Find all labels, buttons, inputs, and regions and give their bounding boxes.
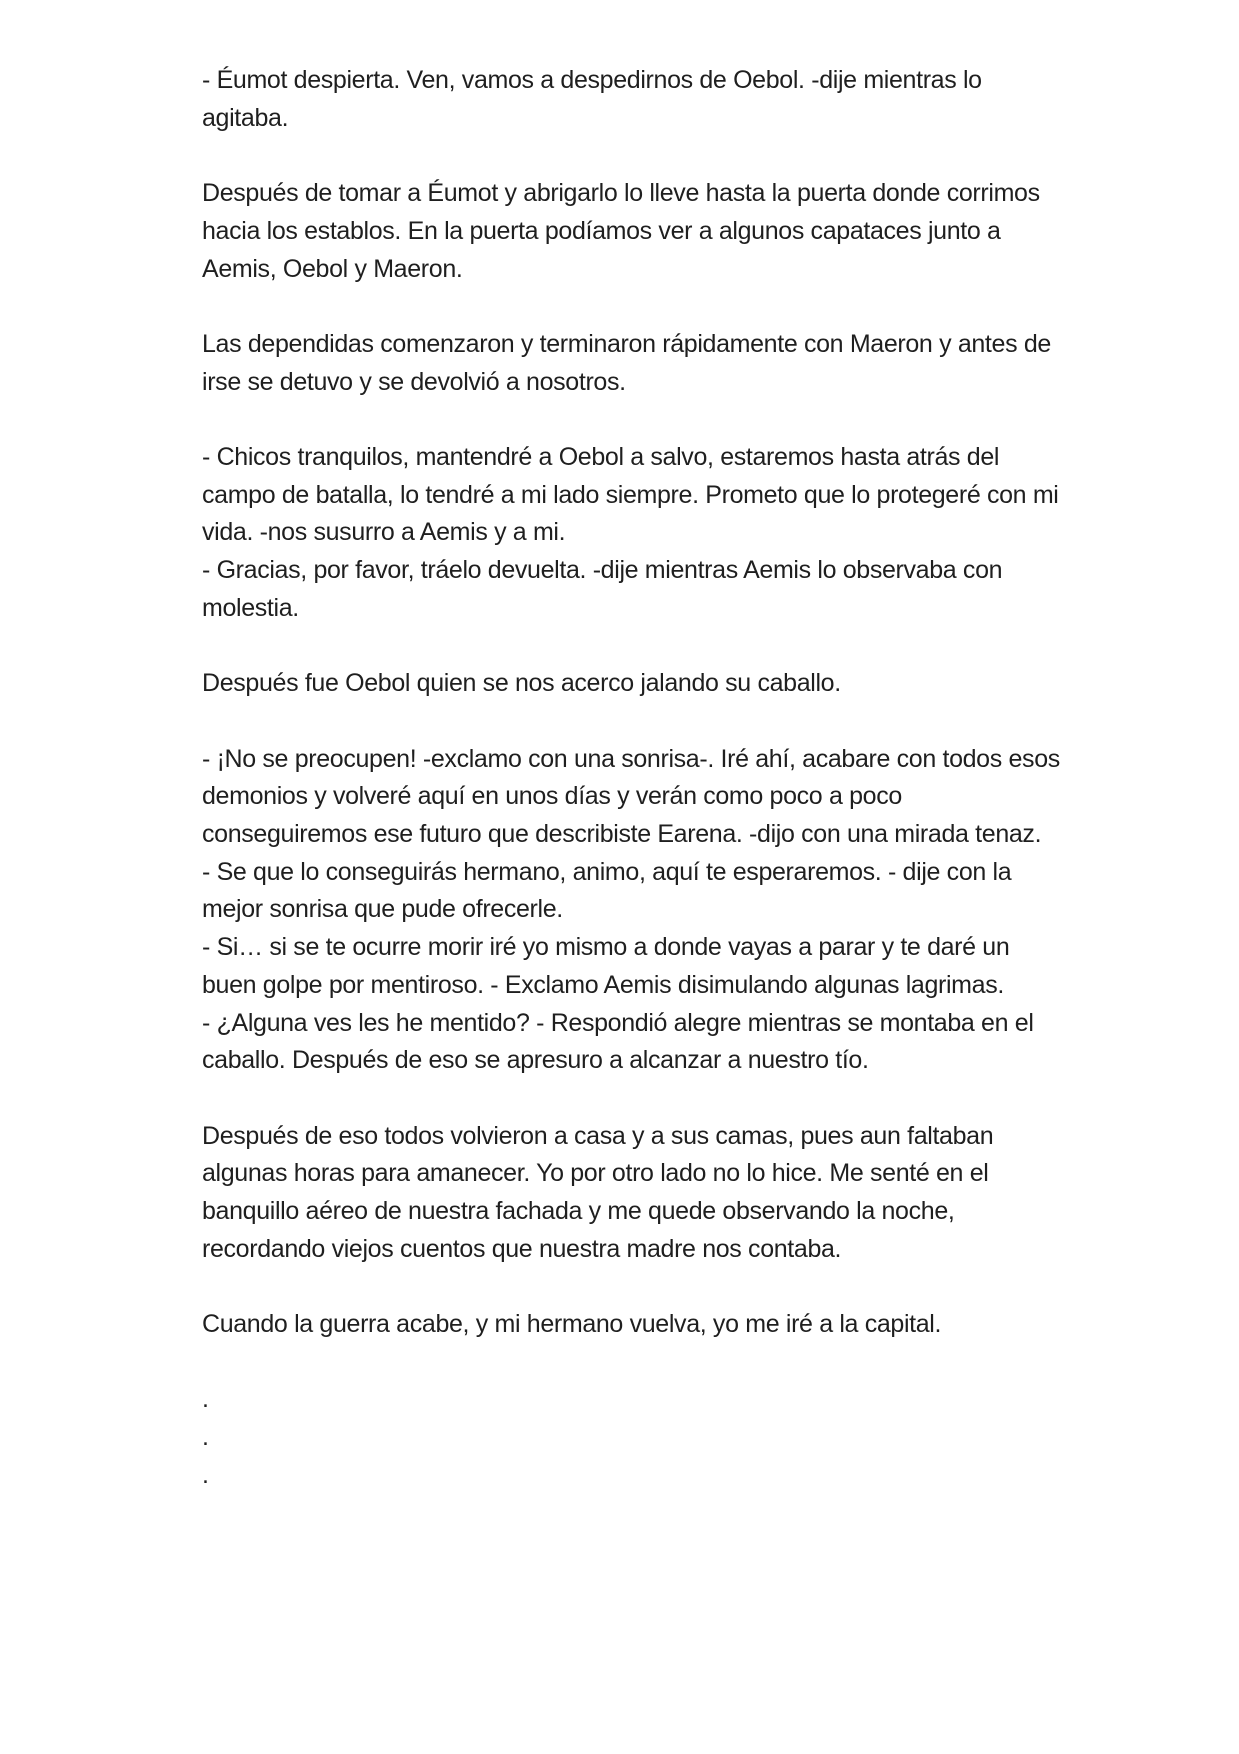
- line-4-1-3: vida. -nos susurro a Aemis y a mi.: [202, 518, 566, 547]
- line-7-1-4: recordando viejos cuentos que nuestra madre nos contaba.: [202, 1234, 842, 1263]
- line-7-1-1: Después de eso todos volvieron a casa y a sus camas, pues aun faltaban: [202, 1121, 994, 1150]
- line-4-2-1: - Gracias, por favor, tráelo devuelta. -dije mientras Aemis lo observaba con: [202, 556, 1003, 585]
- line-4-2-2: molestia.: [202, 593, 299, 622]
- line-2-1-2: hacia los establos. En la puerta podíamos ver a algunos capataces junto a: [202, 216, 1001, 245]
- line-6-1-2: demonios y volveré aquí en unos días y verán como poco a poco: [202, 782, 902, 811]
- line-6-4-2: caballo. Después de eso se apresuro a alcanzar a nuestro tío.: [202, 1046, 869, 1075]
- dot-1: .: [202, 1385, 209, 1414]
- line-4-1-1: - Chicos tranquilos, mantendré a Oebol a salvo, estaremos hasta atrás del: [202, 442, 1000, 471]
- line-1-1-1: - Éumot despierta. Ven, vamos a despedirnos de Oebol. -dije mientras lo: [202, 66, 982, 94]
- ellipsis-dots: [202, 1381, 1062, 1494]
- line-4-1-2: campo de batalla, lo tendré a mi lado siempre. Prometo que lo protegeré con mi: [202, 480, 1059, 509]
- body-text: [202, 62, 1062, 1495]
- line-6-1-3: conseguiremos ese futuro que describiste Earena. -dijo con una mirada tenaz.: [202, 819, 1042, 848]
- paragraph-3: [202, 326, 1062, 401]
- paragraph-5: [202, 665, 1062, 703]
- line-2-1-3: Aemis, Oebol y Maeron.: [202, 254, 463, 283]
- paragraph-2: [202, 175, 1062, 288]
- paragraph-7: [202, 1118, 1062, 1269]
- line-3-1-1: Las dependidas comenzaron y terminaron rápidamente con Maeron y antes de: [202, 329, 1051, 358]
- line-7-1-2: algunas horas para amanecer. Yo por otro lado no lo hice. Me senté en el: [202, 1159, 989, 1188]
- line-8-1-1: Cuando la guerra acabe, y mi hermano vuelva, yo me iré a la capital.: [202, 1310, 942, 1339]
- line-6-4-1: - ¿Alguna ves les he mentido? - Respondió alegre mientras se montaba en el: [202, 1008, 1034, 1037]
- line-6-1-1: - ¡No se preocupen! -exclamo con una sonrisa-. Iré ahí, acabare con todos esos: [202, 744, 1060, 773]
- line-3-1-2: irse se detuvo y se devolvió a nosotros.: [202, 367, 626, 396]
- line-2-1-1: Después de tomar a Éumot y abrigarlo lo lleve hasta la puerta donde corrimos: [202, 179, 1040, 208]
- line-6-3-1: - Si… si se te ocurre morir iré yo mismo a donde vayas a parar y te daré un: [202, 933, 1010, 962]
- line-6-2-1: - Se que lo conseguirás hermano, animo, aquí te esperaremos. - dije con la: [202, 857, 1012, 886]
- dot-2: .: [202, 1423, 209, 1452]
- line-1-1-2: agitaba.: [202, 103, 289, 132]
- paragraph-6: [202, 741, 1062, 1080]
- dot-3: .: [202, 1460, 209, 1489]
- line-6-2-2: mejor sonrisa que pude ofrecerle.: [202, 895, 563, 924]
- paragraph-4: [202, 439, 1062, 628]
- paragraph-1: [202, 62, 1062, 137]
- paragraph-8: [202, 1306, 1062, 1344]
- line-6-3-2: buen golpe por mentiroso. - Exclamo Aemis disimulando algunas lagrimas.: [202, 970, 1004, 999]
- line-7-1-3: banquillo aéreo de nuestra fachada y me quede observando la noche,: [202, 1197, 955, 1225]
- line-5-1-1: Después fue Oebol quien se nos acerco jalando su caballo.: [202, 669, 841, 698]
